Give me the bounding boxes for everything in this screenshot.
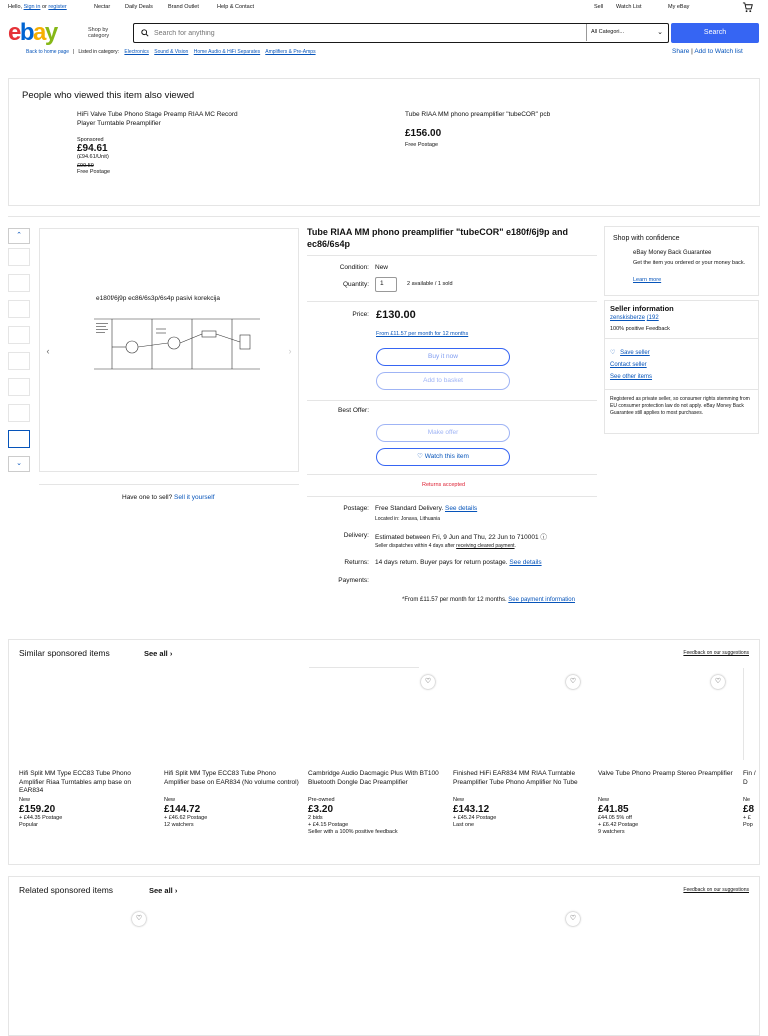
confidence-panel xyxy=(604,226,759,296)
have-one-text: Have one to sell? xyxy=(122,494,173,501)
seller-feedback: 100% positive Feedback xyxy=(610,326,670,332)
was-price: £99.59 xyxy=(77,163,94,169)
thumbnail[interactable] xyxy=(8,378,30,396)
thumbnail[interactable] xyxy=(8,248,30,266)
guarantee-desc: Get the item you ordered or your money back. xyxy=(633,260,746,266)
sign-in-link[interactable]: Sign in xyxy=(23,4,41,10)
ebay-logo[interactable] xyxy=(8,20,57,46)
card-title: Hifi Split MM Type ECC83 Tube Phono Amplifier Riaa Turntables amp base on EAR834 xyxy=(19,770,132,794)
prev-image-icon[interactable]: ‹ xyxy=(46,346,50,356)
quantity-label: Quantity: xyxy=(342,281,369,288)
share-link[interactable]: Share xyxy=(672,48,690,55)
top-bar xyxy=(8,4,760,14)
crumb-sound-vision[interactable]: Sound & Vision xyxy=(154,49,189,55)
card-price: £156.00 xyxy=(405,127,442,139)
card-postage: + £ xyxy=(743,815,751,821)
card-price: £94.61 xyxy=(77,143,108,154)
divider xyxy=(605,338,758,339)
crumb-home-audio[interactable]: Home Audio & HiFi Separates xyxy=(193,49,261,55)
seller-name-link[interactable]: zenskisberze xyxy=(610,315,646,321)
save-seller[interactable] xyxy=(610,349,650,356)
delivery-value xyxy=(375,532,547,541)
heart-icon[interactable]: ♡ xyxy=(421,675,435,689)
image-edge xyxy=(309,667,419,668)
payment-info-link[interactable]: See payment information xyxy=(508,597,575,603)
share-separator: | xyxy=(691,48,693,55)
product-card[interactable] xyxy=(453,770,591,829)
postage-text: Free Postage xyxy=(77,169,111,175)
related-see-all[interactable] xyxy=(149,886,177,895)
help-contact-link[interactable]: Help & Contact xyxy=(217,4,254,10)
also-viewed-panel xyxy=(8,78,760,206)
also-viewed-title: People who viewed this item also viewed xyxy=(22,90,195,101)
search-bar xyxy=(133,23,669,43)
category-select[interactable] xyxy=(586,24,668,41)
card-postage: + £6.42 Postage xyxy=(598,822,639,828)
nectar-link[interactable]: Nectar xyxy=(94,4,111,10)
divider xyxy=(307,255,597,256)
monthly-payment-link[interactable]: From £11.57 per month for 12 months xyxy=(376,331,469,337)
card-was-price: £44.05 5% off xyxy=(598,815,632,821)
thumbnail-selected[interactable] xyxy=(8,430,30,448)
quantity-input[interactable]: 1 xyxy=(375,277,397,292)
heart-icon: ♡ xyxy=(610,350,616,356)
or-text: or xyxy=(41,4,47,10)
thumb-up-button[interactable]: ⌃ xyxy=(8,228,30,244)
card-title: Fin / D xyxy=(743,770,756,786)
chevron-down-icon: ⌄ xyxy=(657,29,663,36)
product-card[interactable] xyxy=(164,770,302,829)
postage-label: Postage: xyxy=(343,505,369,512)
add-to-basket-button[interactable]: Add to basket xyxy=(376,372,510,390)
category-select-value: All Categori... xyxy=(591,29,625,35)
condition-value: New xyxy=(375,264,389,271)
payment-note-text: *From £11.57 per month for 12 months. xyxy=(402,597,507,603)
returns-details-link[interactable]: See details xyxy=(509,559,542,566)
main-image[interactable] xyxy=(39,228,299,472)
breadcrumb xyxy=(26,49,320,55)
card-condition: Ne xyxy=(743,797,751,803)
card-price: £8 xyxy=(743,804,755,815)
private-seller-note: Registered as private seller, so consumer rights stemming from EU consumer protection law do not apply. eBay Money Back Guarantee still applies to most purchases. xyxy=(610,396,750,416)
add-watch-list-link[interactable]: Add to Watch list xyxy=(694,48,743,55)
card-price: £3.20 xyxy=(308,804,334,815)
search-input[interactable] xyxy=(154,28,574,38)
schematic-image xyxy=(92,309,262,374)
card-price: £144.72 xyxy=(164,804,201,815)
heart-icon: ♡ xyxy=(417,453,423,460)
cleared-payment-link[interactable]: receiving cleared payment xyxy=(456,543,515,549)
card-title: Valve Tube Phono Preamp Stereo Preamplifier xyxy=(598,770,733,777)
sell-yours xyxy=(122,494,215,501)
postage-text: Free Standard Delivery. xyxy=(375,505,444,512)
register-link[interactable]: register xyxy=(48,4,67,10)
breadcrumb-separator: | xyxy=(73,49,75,55)
delivery-label: Delivery: xyxy=(343,532,369,539)
crumb-amplifiers[interactable]: Amplifiers & Pre-Amps xyxy=(265,49,316,55)
brand-outlet-link[interactable]: Brand Outlet xyxy=(168,4,199,10)
hello-text: Hello, xyxy=(8,4,23,10)
card-condition: New xyxy=(164,797,176,803)
other-items-link[interactable]: See other items xyxy=(610,374,653,380)
availability-text: 2 available / 1 sold xyxy=(407,281,453,287)
item-title: Tube RIAA MM phono preamplifier "tubeCOR" e180f/6j9p and ec86/6s4p xyxy=(307,227,569,249)
see-all-label: See all xyxy=(144,649,168,658)
payment-note xyxy=(375,596,585,605)
seller-id xyxy=(610,315,659,321)
share-links xyxy=(672,48,743,55)
card-postage: + £44.35 Postage xyxy=(19,815,63,821)
also-viewed-card[interactable] xyxy=(405,111,575,148)
greeting xyxy=(8,4,67,10)
product-card[interactable] xyxy=(19,770,157,829)
divider xyxy=(307,301,597,302)
thumbnail[interactable] xyxy=(8,326,30,344)
buy-it-now-button[interactable]: Buy it now xyxy=(376,348,510,366)
image-edge xyxy=(743,668,744,760)
heart-icon[interactable]: ♡ xyxy=(711,675,725,689)
save-seller-link[interactable]: Save seller xyxy=(620,350,650,356)
similar-items-panel xyxy=(8,639,760,865)
confidence-title: Shop with confidence xyxy=(613,235,680,242)
crumb-electronics[interactable]: Electronics xyxy=(124,49,149,55)
heart-icon[interactable]: ♡ xyxy=(566,675,580,689)
postage-details-link[interactable]: See details xyxy=(444,505,478,512)
image-caption: e180f/6j9p ec86/6s3p/6s4p pasivi korekcija xyxy=(96,295,220,302)
divider xyxy=(307,496,597,497)
daily-deals-link[interactable]: Daily Deals xyxy=(125,4,153,10)
product-card[interactable] xyxy=(308,770,446,836)
returns-value xyxy=(375,559,542,566)
related-items-panel xyxy=(8,876,760,1036)
my-ebay-link[interactable]: My eBay xyxy=(668,4,690,10)
card-status: Seller with a 100% positive feedback xyxy=(308,829,398,835)
card-status: 12 watchers xyxy=(164,822,194,828)
item-location: Located in: Jonava, Lithuania xyxy=(375,516,441,522)
card-title: Hifi Split MM Type ECC83 Tube Phono Amplifier base on EAR834 (No volume control) xyxy=(164,770,299,786)
shop-by-category[interactable] xyxy=(88,27,109,39)
search-button[interactable]: Search xyxy=(671,23,759,43)
chevron-right-icon: › xyxy=(169,649,173,658)
suggestions-feedback-link[interactable]: Feedback on our suggestions xyxy=(683,650,749,656)
divider xyxy=(8,216,760,217)
card-condition: New xyxy=(598,797,610,803)
logo-letter-y: y xyxy=(44,19,57,46)
dispatch-info: Seller dispatches within 4 days after receiving cleared payment. xyxy=(375,543,516,549)
condition-label: Condition: xyxy=(339,264,369,271)
sell-link[interactable]: Sell xyxy=(594,4,604,10)
make-offer-button[interactable]: Make offer xyxy=(376,424,510,442)
thumb-down-button[interactable]: ⌄ xyxy=(8,456,30,472)
watch-item-button[interactable] xyxy=(376,448,510,466)
contact-seller-link[interactable]: Contact seller xyxy=(610,362,647,368)
product-card[interactable] xyxy=(598,770,736,836)
card-postage: + £45.24 Postage xyxy=(453,815,497,821)
heart-icon[interactable]: ♡ xyxy=(566,912,580,926)
payments-label: Payments: xyxy=(338,577,369,584)
thumbnail[interactable] xyxy=(8,404,30,422)
returns-label: Returns: xyxy=(344,559,369,566)
card-title: Cambridge Audio Dacmagic Plus With BT100 Bluetooth Dongle Dac Preamplifier xyxy=(308,770,439,786)
similar-title: Similar sponsored items xyxy=(19,648,110,658)
card-price: £143.12 xyxy=(453,804,490,815)
logo-letter-b: b xyxy=(19,19,34,46)
chevron-right-icon: › xyxy=(174,886,178,895)
watch-list-link[interactable]: Watch List xyxy=(616,4,642,10)
cart-icon[interactable] xyxy=(742,2,753,15)
logo-letter-a: a xyxy=(33,19,45,46)
thumbnail[interactable] xyxy=(8,352,30,370)
learn-more-link[interactable]: Learn more xyxy=(633,277,662,283)
seller-score-link[interactable]: (192 xyxy=(646,315,659,321)
category-text: category xyxy=(88,33,110,39)
card-price: £159.20 xyxy=(19,804,56,815)
guarantee-title: eBay Money Back Guarantee xyxy=(633,250,712,256)
card-postage: + £4.15 Postage xyxy=(308,822,349,828)
related-title: Related sponsored items xyxy=(19,885,114,895)
postage-value xyxy=(375,505,477,512)
search-icon xyxy=(141,29,149,39)
sponsored-badge: Sponsored xyxy=(77,137,104,143)
card-status: Last one xyxy=(453,822,475,828)
card-postage: + £46.62 Postage xyxy=(164,815,208,821)
returns-text: 14 days return. Buyer pays for return postage. xyxy=(375,559,508,566)
sell-it-link[interactable]: Sell it yourself xyxy=(174,494,215,501)
card-condition: New xyxy=(453,797,465,803)
listed-in-label: Listed in category: xyxy=(78,49,119,55)
divider xyxy=(307,474,597,475)
see-all-label: See all xyxy=(149,886,173,895)
seller-title: Seller information xyxy=(610,304,674,313)
divider xyxy=(307,400,597,401)
postage-text: Free Postage xyxy=(405,141,439,148)
item-price: £130.00 xyxy=(376,309,416,321)
card-price: £41.85 xyxy=(598,804,629,815)
info-icon[interactable]: ⓘ xyxy=(540,534,547,541)
shop-by-text: Shop by xyxy=(88,27,109,33)
similar-see-all[interactable] xyxy=(144,649,172,658)
card-title: Tube RIAA MM phono preamplifier "tubeCOR" pcb xyxy=(405,111,551,118)
card-condition: New xyxy=(19,797,31,803)
card-title: HiFi Valve Tube Phono Stage Preamp RIAA MC Record Player Turntable Preamplifier xyxy=(77,111,238,127)
returns-accepted-badge: Returns accepted xyxy=(422,482,466,488)
heart-icon[interactable]: ♡ xyxy=(132,912,146,926)
product-card[interactable] xyxy=(743,770,759,829)
card-status: Pop xyxy=(743,822,753,828)
price-label: Price: xyxy=(352,311,369,318)
next-image-icon[interactable]: › xyxy=(288,346,292,356)
unit-price: (£94.61/Unit) xyxy=(77,154,109,160)
suggestions-feedback-link[interactable]: Feedback on our suggestions xyxy=(683,887,749,893)
card-status: Popular xyxy=(19,822,38,828)
thumbnail[interactable] xyxy=(8,300,30,318)
divider xyxy=(605,389,758,390)
dispatch-text: Seller dispatches within 4 days after xyxy=(375,543,455,549)
card-status: 9 watchers xyxy=(598,829,625,835)
thumbnail[interactable] xyxy=(8,274,30,292)
also-viewed-card[interactable] xyxy=(77,111,247,175)
best-offer-label: Best Offer: xyxy=(338,407,369,414)
seller-panel xyxy=(604,300,759,434)
back-home-link[interactable]: Back to home page xyxy=(26,49,70,55)
card-bids: 2 bids xyxy=(308,815,323,821)
delivery-estimate: Estimated between Fri, 9 Jun and Thu, 22 Jun to 710001 xyxy=(375,534,539,541)
card-condition: Pre-owned xyxy=(308,797,335,803)
card-title: Finished HiFi EAR834 MM RIAA Turntable Preamplifier Tube Phono Amplifier No Tube xyxy=(453,770,578,786)
logo-letter-e: e xyxy=(8,19,20,46)
divider xyxy=(39,484,299,485)
watch-item-label: Watch this item xyxy=(424,453,469,460)
